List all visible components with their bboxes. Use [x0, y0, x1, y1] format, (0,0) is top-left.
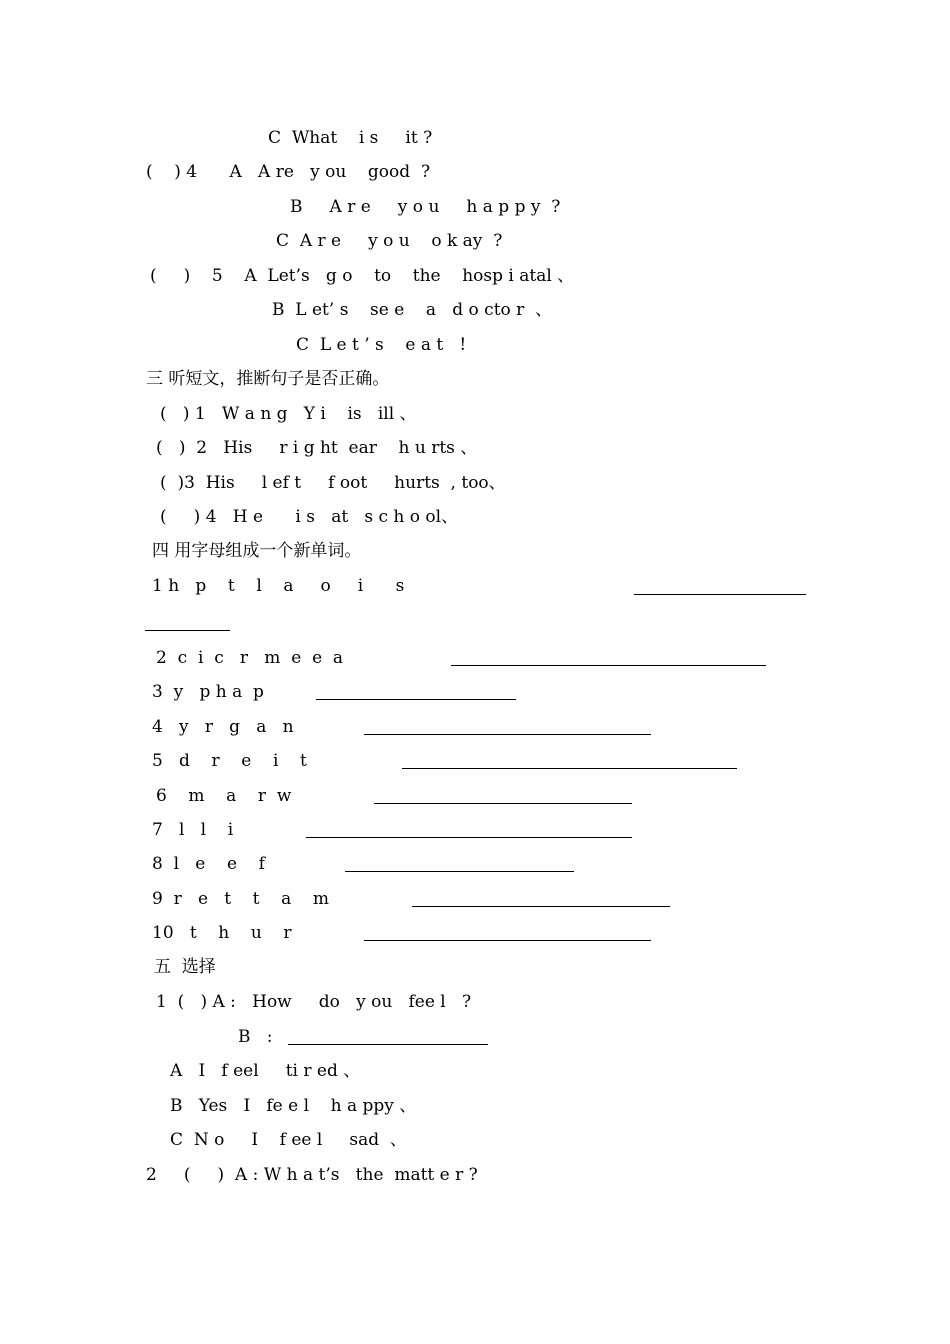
- section-4-item-1: 1 h p t l a o i s: [152, 576, 405, 596]
- answer-line-1-cont[interactable]: [145, 630, 230, 631]
- section-3-item-4: ( ) 4 H e i s at s c h o ol、: [160, 507, 459, 527]
- q5-option-a: ( ) 5 A Let’s g o to the hosp i atal 、: [150, 266, 575, 286]
- q3-option-c: C What i s it ?: [268, 128, 433, 148]
- section-3-item-2: ( ) 2 His r i g ht ear h u rts 、: [156, 438, 478, 458]
- section-5-title: 五 选择: [154, 957, 216, 977]
- section-5-q1-b: B :: [238, 1027, 273, 1047]
- q4-option-b: B A r e y o u h a p p y ?: [290, 197, 561, 217]
- section-4-title: 四 用字母组成一个新单词。: [152, 541, 362, 561]
- section-4-item-4: 4 y r g a n: [152, 717, 294, 737]
- section-4-item-10: 10 t h u r: [152, 923, 292, 943]
- section-4-item-9: 9 r e t t a m: [152, 889, 329, 909]
- answer-line-10[interactable]: [364, 940, 651, 941]
- section-5-q1-option-c: C N o I f ee l sad 、: [170, 1130, 407, 1150]
- section-5-q2: 2 ( ) A : W h a t’s the matt e r ?: [146, 1165, 478, 1185]
- section-4-item-2: 2 c i c r m e e a: [156, 648, 344, 668]
- section-5-q1: 1 ( ) A : How do y ou fee l ?: [156, 992, 472, 1012]
- answer-line-6[interactable]: [374, 803, 632, 804]
- section-4-item-5: 5 d r e i t: [152, 751, 307, 771]
- section-5-q1-option-b: B Yes I fe e l h a ppy 、: [170, 1096, 417, 1116]
- answer-line-1[interactable]: [634, 594, 806, 595]
- section-4-item-7: 7 l l i: [152, 820, 234, 840]
- q4-option-a: ( ) 4 A A re y ou good ?: [146, 162, 431, 182]
- q5-option-b: B L et’ s se e a d o cto r 、: [272, 300, 553, 320]
- section-4-item-3: 3 y p h a p: [152, 682, 264, 702]
- answer-line-3[interactable]: [316, 699, 516, 700]
- section-5-q1-option-a: A I f eel ti r ed 、: [170, 1061, 361, 1081]
- answer-line-q1-b[interactable]: [288, 1044, 488, 1045]
- answer-line-2[interactable]: [451, 665, 766, 666]
- answer-line-4[interactable]: [364, 734, 651, 735]
- answer-line-5[interactable]: [402, 768, 737, 769]
- q4-option-c: C A r e y o u o k ay ?: [276, 231, 503, 251]
- answer-line-9[interactable]: [412, 906, 670, 907]
- answer-line-8[interactable]: [345, 871, 574, 872]
- q5-option-c: C L e t ’ s e a t !: [296, 335, 467, 355]
- answer-line-7[interactable]: [306, 837, 632, 838]
- section-3-item-1: ( ) 1 W a n g Y i is ill 、: [160, 404, 417, 424]
- section-3-title: 三 听短文，推断句子是否正确。: [146, 369, 390, 389]
- section-4-item-8: 8 l e e f: [152, 854, 265, 874]
- section-3-item-3: ( )3 His l ef t f oot hurts , too、: [160, 473, 506, 493]
- section-4-item-6: 6 m a r w: [156, 786, 292, 806]
